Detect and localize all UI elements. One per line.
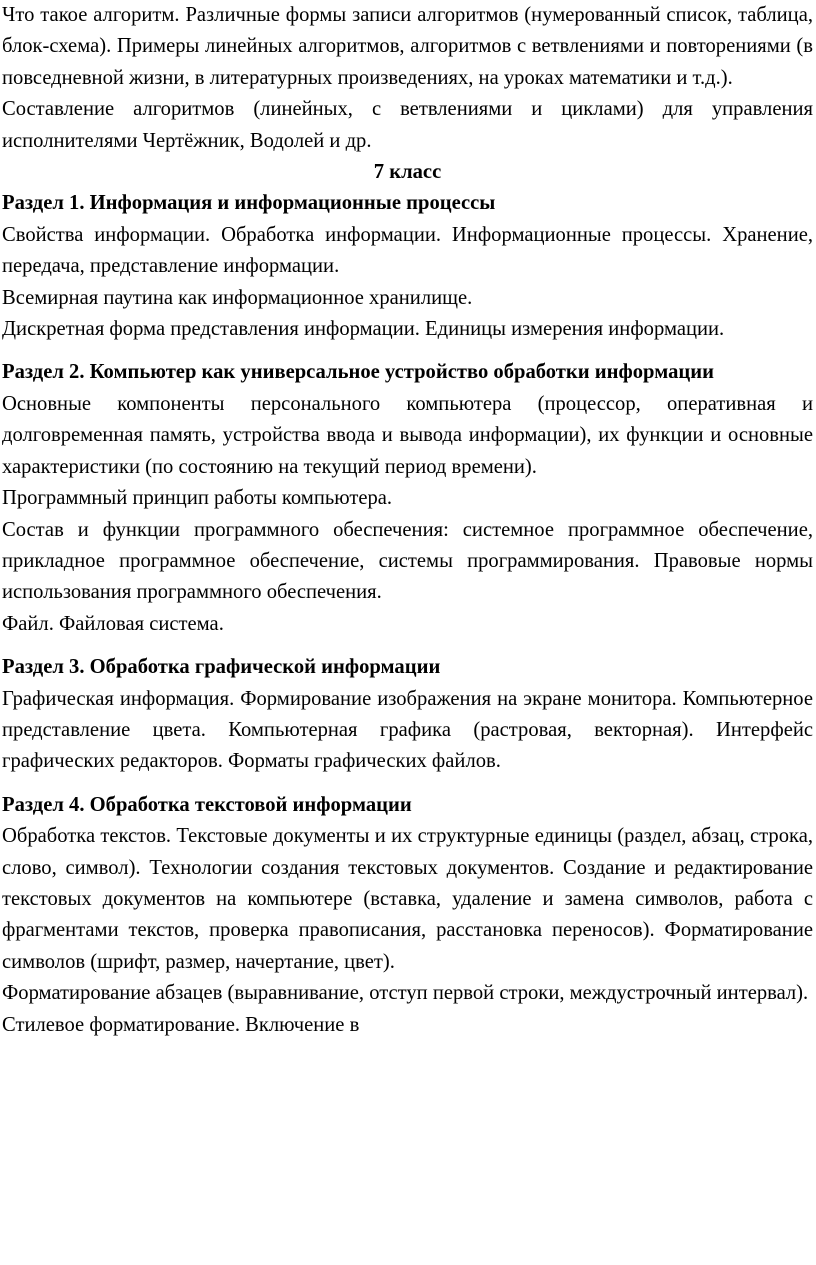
grade-heading: 7 класс	[373, 161, 442, 184]
section-title: Раздел 2. Компьютер как универсальное устройство обработки информации	[2, 361, 714, 384]
intro-paragraph: Составление алгоритмов (линейных, с ветвлениями и циклами) для управления исполнителями Чертёжник, Водолей и др.	[2, 98, 813, 152]
section-paragraph: Всемирная паутина как информационное хранилище.	[2, 286, 473, 309]
section-paragraph: Свойства информации. Обработка информации. Информационные процессы. Хранение, передача, представление информации.	[2, 223, 813, 278]
section-title: Раздел 4. Обработка текстовой информации	[2, 793, 412, 816]
section-paragraph: Основные компоненты персонального компьютера (процессор, оперативная и долговременная память, устройства ввода и вывода информации), их функции и основные характеристики (по состоянию на текущий период времени).	[2, 392, 813, 478]
section-paragraph: Графическая информация. Формирование изображения на экране монитора. Компьютерное представление цвета. Компьютерная графика (растровая, векторная). Интерфейс графических редакторов. Форматы графических файлов.	[2, 687, 813, 773]
section-title: Раздел 1. Информация и информационные процессы	[2, 192, 496, 215]
section-paragraph: Обработка текстов. Текстовые документы и их структурные единицы (раздел, абзац, строка, слово, символ). Технологии создания текстовых документов. Создание и редактирование текстовых документов на компьютере (вставка, удаление и замена символов, работа с фрагментами текстов, проверка правописания, расстановка переносов). Форматирование символов (шрифт, размер, начертание, цвет).	[2, 825, 813, 973]
section-paragraph: Программный принцип работы компьютера.	[2, 487, 393, 510]
section-paragraph: Состав и функции программного обеспечения: системное программное обеспечение, прикладное программное обеспечение, системы программирования. Правовые нормы использования программного обеспечения.	[2, 518, 813, 604]
section-title: Раздел 3. Обработка графической информации	[2, 656, 441, 679]
section-paragraph: Форматирование абзацев (выравнивание, отступ первой строки, междустрочный интервал). Стилевое форматирование. Включение в	[2, 982, 809, 1036]
section-paragraph: Дискретная форма представления информации. Единицы измерения информации.	[2, 318, 725, 341]
section-paragraph: Файл. Файловая система.	[2, 612, 224, 635]
intro-paragraph: Что такое алгоритм. Различные формы записи алгоритмов (нумерованный список, таблица, блок-схема). Примеры линейных алгоритмов, алгоритмов с ветвлениями и повторениями (в повседневной жизни, в литературных произведениях, на уроках математики и т.д.).	[2, 4, 813, 89]
